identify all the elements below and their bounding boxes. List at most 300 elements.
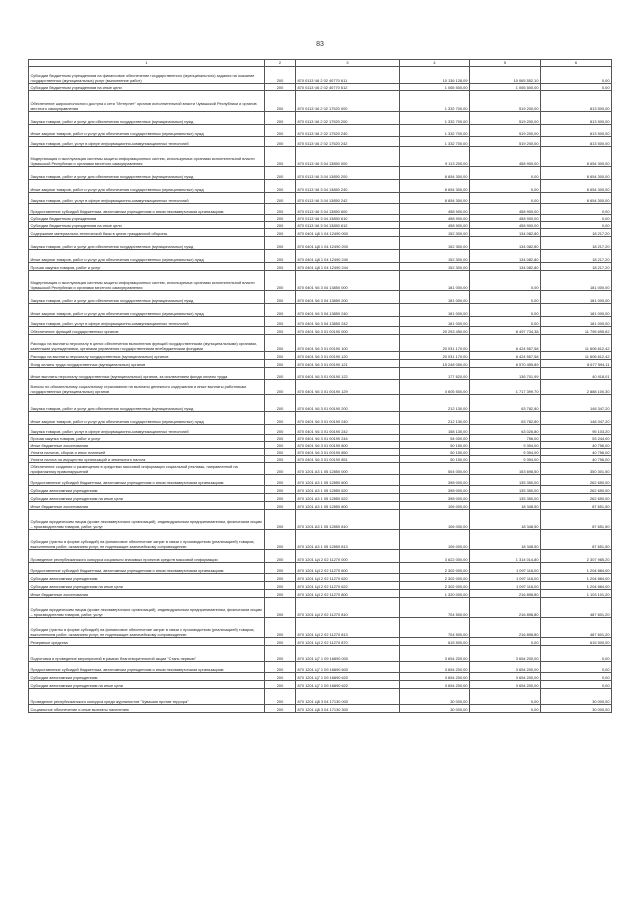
row-executed-amount: 134 082,80 [470, 237, 541, 250]
row-unexecuted-amount: 53 244,00 [541, 435, 612, 442]
row-approved-amount: 106 000,00 [400, 510, 470, 530]
row-unexecuted-amount: 813 500,00 [541, 125, 612, 137]
row-budget-code: 870 0401 Ч6 3 01 00190 122 [296, 368, 400, 380]
row-approved-amount: 9 113 200,00 [400, 147, 470, 167]
row-executed-amount: 3 654 200,00 [470, 662, 541, 673]
row-description: Прочая закупка товаров, работ и услуг [29, 435, 265, 442]
row-approved-amount: 458 900,00 [400, 204, 470, 215]
row-description: Закупка товаров, работ и услуг для обеспечения государственных (муниципальных) нужд [29, 167, 265, 180]
row-executed-amount: 6 570 455,89 [470, 360, 541, 368]
row-description: Субсидии бюджетным учреждениям на финансовое обеспечение государственного (муниципального) задания на оказание государственных (муниципальных) услуг (выполнение работ) [29, 67, 265, 84]
row-budget-code: 870 0113 Ч6 3 04 13850 000 [296, 147, 400, 167]
row-unexecuted-amount: 148 347,20 [541, 395, 612, 412]
row-unexecuted-amount: 487 601,20 [541, 618, 612, 638]
row-budget-code: 870 1201 Ц7 1 09 16890 600 [296, 662, 400, 673]
row-budget-code: 870 1201 А3 1 05 12850 800 [296, 502, 400, 510]
row-budget-code: 870 0401 Ц8 1 04 12490 240 [296, 250, 400, 263]
table-row [29, 646, 612, 662]
row-unexecuted-amount: 11 795 695,62 [541, 327, 612, 335]
table-row [29, 180, 612, 193]
row-admin-code: 200 [265, 317, 296, 327]
row-admin-code: 200 [265, 204, 296, 215]
row-executed-amount: 9 394,00 [470, 449, 541, 456]
row-executed-amount: 1 314 014,80 [470, 550, 541, 563]
row-executed-amount: 519 200,00 [470, 125, 541, 137]
table-row [29, 317, 612, 327]
row-description: Проведение республиканского конкурса социально значимых проектов средств массовой информации [29, 550, 265, 563]
table-row [29, 598, 612, 618]
table-row [29, 271, 612, 291]
row-unexecuted-amount: 1 204 884,00 [541, 582, 612, 590]
row-unexecuted-amount: 262 650,00 [541, 475, 612, 486]
row-budget-code: 870 0113 Ч6 2 02 40770 612 [296, 84, 400, 91]
row-admin-code: 200 [265, 681, 296, 689]
row-budget-code: 870 1201 А3 1 05 12850 813 [296, 530, 400, 550]
row-admin-code: 200 [265, 456, 296, 463]
row-budget-code: 870 0401 Ч6 3 01 00190 800 [296, 442, 400, 449]
row-executed-amount: 153 698,50 [470, 463, 541, 475]
row-description: Обеспечение создания и размещения в средствах массовой информации социальной рекламы, направленной на профилактику правонарушений [29, 463, 265, 475]
row-budget-code: 870 1201 Ц4 2 02 11270 000 [296, 550, 400, 563]
row-unexecuted-amount: 1 103 101,20 [541, 590, 612, 598]
row-description: Иные закупки товаров, работ и услуг для обеспечения государственных (муниципальных) нужд [29, 412, 265, 425]
row-approved-amount: 8 654 300,00 [400, 193, 470, 204]
row-approved-amount: 30 000,00 [400, 689, 470, 705]
row-budget-code: 870 0401 Ч6 3 04 13850 240 [296, 304, 400, 317]
row-executed-amount: 18 348,50 [470, 530, 541, 550]
table-row [29, 582, 612, 590]
row-approved-amount: 704 500,00 [400, 598, 470, 618]
row-approved-amount: 20 031 170,00 [400, 352, 470, 360]
table-row [29, 530, 612, 550]
table-row [29, 112, 612, 125]
table-row [29, 395, 612, 412]
row-approved-amount: 212 130,00 [400, 395, 470, 412]
row-executed-amount: 3 654 200,00 [470, 673, 541, 681]
row-approved-amount: 181 000,00 [400, 304, 470, 317]
row-description: Субсидии автономным учреждениям [29, 673, 265, 681]
row-admin-code: 200 [265, 638, 296, 646]
row-approved-amount: 1 065 500,00 [400, 84, 470, 91]
table-row [29, 475, 612, 486]
table-row [29, 222, 612, 229]
row-approved-amount: 181 000,00 [400, 271, 470, 291]
row-executed-amount: 134 082,80 [470, 250, 541, 263]
row-unexecuted-amount: 0,00 [541, 222, 612, 229]
row-budget-code: 870 0401 Ч6 3 01 00190 129 [296, 380, 400, 395]
row-admin-code: 200 [265, 486, 296, 494]
row-approved-amount: 2 302 000,00 [400, 582, 470, 590]
row-executed-amount: 519 200,00 [470, 112, 541, 125]
row-unexecuted-amount: 8 654 300,00 [541, 147, 612, 167]
row-executed-amount: 3 654 200,00 [470, 681, 541, 689]
table-body [29, 67, 612, 713]
row-admin-code: 200 [265, 137, 296, 147]
row-description: Обеспечение функций государственных органов [29, 327, 265, 335]
row-admin-code: 200 [265, 291, 296, 304]
row-executed-amount: 0,00 [470, 304, 541, 317]
row-description: Субсидии бюджетным учреждениям на иные цели [29, 84, 265, 91]
row-admin-code: 200 [265, 167, 296, 180]
row-description: Закупка товаров, работ, услуг в сфере информационно-коммуникационных технологий [29, 317, 265, 327]
row-unexecuted-amount: 181 000,00 [541, 291, 612, 304]
table-row [29, 147, 612, 167]
row-description: Расходы на выплаты персоналу в целях обеспечения выполнения функций государственными (муниципальными) органами, казенными учреждениями, органами управления государственными внебюджетными фондами [29, 335, 265, 352]
row-approved-amount: 1 332 700,00 [400, 91, 470, 112]
table-row [29, 681, 612, 689]
table-row [29, 486, 612, 494]
table-row [29, 550, 612, 563]
row-budget-code: 870 1201 Ц7 1 09 16890 000 [296, 646, 400, 662]
row-unexecuted-amount: 18 217,20 [541, 237, 612, 250]
page-number: 83 [316, 41, 324, 48]
row-unexecuted-amount: 615 500,00 [541, 638, 612, 646]
row-budget-code: 870 0401 Ч6 3 01 00190 244 [296, 435, 400, 442]
row-budget-code: 870 0113 Ч6 2 02 17520 000 [296, 91, 400, 112]
row-unexecuted-amount: 40 918,01 [541, 368, 612, 380]
row-description: Субсидии (гранты в форме субсидий) на финансовое обеспечение затрат в связи с производством (реализацией) товаров, выполнением работ, оказанием услуг, не подлежащие казначейскому сопровождению [29, 530, 265, 550]
row-budget-code: 870 0401 Ц8 1 04 12490 200 [296, 237, 400, 250]
row-unexecuted-amount: 30 000,00 [541, 705, 612, 713]
row-executed-amount: 134 082,80 [470, 263, 541, 271]
row-admin-code: 200 [265, 502, 296, 510]
row-unexecuted-amount: 8 677 594,11 [541, 360, 612, 368]
row-admin-code: 200 [265, 237, 296, 250]
row-admin-code: 200 [265, 689, 296, 705]
row-approved-amount: 152 300,00 [400, 263, 470, 271]
row-admin-code: 200 [265, 494, 296, 502]
row-unexecuted-amount: 87 651,50 [541, 530, 612, 550]
row-executed-amount: 63 782,80 [470, 412, 541, 425]
row-budget-code: 870 0401 Ч6 3 04 13850 000 [296, 271, 400, 291]
row-budget-code: 870 0113 Ч6 3 04 13850 240 [296, 180, 400, 193]
row-executed-amount: 63 026,80 [470, 425, 541, 435]
row-executed-amount: 0,00 [470, 291, 541, 304]
row-approved-amount: 1 332 700,00 [400, 125, 470, 137]
table-row [29, 638, 612, 646]
row-admin-code: 200 [265, 412, 296, 425]
row-unexecuted-amount: 18 217,20 [541, 250, 612, 263]
row-description: Прочая закупка товаров, работ и услуг [29, 263, 265, 271]
row-approved-amount: 458 900,00 [400, 222, 470, 229]
row-executed-amount: 8 497 734,38 [470, 327, 541, 335]
table-row [29, 193, 612, 204]
row-admin-code: 200 [265, 125, 296, 137]
table-row [29, 380, 612, 395]
row-budget-code: 870 0401 Ч6 3 01 00190 100 [296, 335, 400, 352]
row-budget-code: 870 0113 Ч6 2 02 17520 200 [296, 112, 400, 125]
row-admin-code: 200 [265, 67, 296, 84]
row-description: Обеспечение широкополосного доступа к сети "Интернет" органов исполнительной власти Чувашской Республики и органов местного самоуправления [29, 91, 265, 112]
row-approved-amount: 2 302 000,00 [400, 563, 470, 574]
row-unexecuted-amount: 813 500,00 [541, 137, 612, 147]
row-approved-amount: 158 130,00 [400, 425, 470, 435]
row-unexecuted-amount: 30 000,00 [541, 689, 612, 705]
row-budget-code: 870 0113 Ч6 3 04 13850 242 [296, 193, 400, 204]
table-row [29, 425, 612, 435]
row-executed-amount: 216 898,80 [470, 590, 541, 598]
row-approved-amount: 212 130,00 [400, 412, 470, 425]
row-approved-amount: 10 136 128,09 [400, 67, 470, 84]
row-admin-code: 200 [265, 574, 296, 582]
row-description: Субсидии автономным учреждениям [29, 486, 265, 494]
row-unexecuted-amount: 8 654 300,00 [541, 193, 612, 204]
table-row [29, 618, 612, 638]
row-unexecuted-amount: 8 654 300,00 [541, 167, 612, 180]
table-row [29, 590, 612, 598]
row-description: Фонд оплаты труда государственных (муниципальных) органов [29, 360, 265, 368]
row-budget-code: 870 0401 Ч6 3 01 00190 000 [296, 327, 400, 335]
row-executed-amount: 63 782,80 [470, 395, 541, 412]
row-admin-code: 200 [265, 425, 296, 435]
row-approved-amount: 177 620,00 [400, 368, 470, 380]
row-admin-code: 200 [265, 84, 296, 91]
row-budget-code: 870 0113 Ч6 3 04 13850 200 [296, 167, 400, 180]
row-unexecuted-amount: 0,00 [541, 673, 612, 681]
row-budget-code: 870 1201 А3 1 05 12850 600 [296, 475, 400, 486]
row-description: Закупка товаров, работ, услуг в сфере информационно-коммуникационных технологий [29, 425, 265, 435]
row-executed-amount: 134 082,80 [470, 229, 541, 237]
row-budget-code: 870 0401 Ч6 3 04 13850 200 [296, 291, 400, 304]
row-approved-amount: 1 332 700,00 [400, 112, 470, 125]
row-unexecuted-amount: 40 756,00 [541, 442, 612, 449]
row-executed-amount: 458 900,00 [470, 215, 541, 222]
row-approved-amount: 1 332 700,00 [400, 137, 470, 147]
row-description: Субсидии автономным учреждениям на иные цели [29, 681, 265, 689]
row-admin-code: 200 [265, 335, 296, 352]
row-unexecuted-amount: 2 307 985,20 [541, 550, 612, 563]
table-row [29, 167, 612, 180]
row-approved-amount: 3 654 200,00 [400, 646, 470, 662]
table-row [29, 502, 612, 510]
row-budget-code: 870 0113 Ч6 2 02 17520 242 [296, 137, 400, 147]
row-executed-amount: 519 200,00 [470, 91, 541, 112]
row-executed-amount: 458 900,00 [470, 222, 541, 229]
row-unexecuted-amount: 813 500,00 [541, 112, 612, 125]
row-description: Субсидии автономным учреждениям на иные цели [29, 494, 265, 502]
row-executed-amount: 0,00 [470, 317, 541, 327]
row-description: Субсидии бюджетным учреждениям [29, 215, 265, 222]
row-executed-amount: 0,00 [470, 689, 541, 705]
row-budget-code: 870 0401 Ч6 3 01 00190 851 [296, 456, 400, 463]
row-budget-code: 870 0401 Ч6 3 01 00190 121 [296, 360, 400, 368]
row-unexecuted-amount: 0,00 [541, 646, 612, 662]
row-unexecuted-amount: 350 301,50 [541, 463, 612, 475]
table-row [29, 360, 612, 368]
row-approved-amount: 8 654 300,00 [400, 180, 470, 193]
row-unexecuted-amount: 11 606 612,42 [541, 352, 612, 360]
row-approved-amount: 20 293 450,00 [400, 327, 470, 335]
row-budget-code: 870 1201 А3 1 05 12850 810 [296, 510, 400, 530]
row-unexecuted-amount: 0,00 [541, 84, 612, 91]
row-budget-code: 870 1201 Ц8 3 04 17130 300 [296, 705, 400, 713]
row-approved-amount: 152 300,00 [400, 229, 470, 237]
row-description: Предоставление субсидий бюджетным, автономным учреждениям и иным некоммерческим организациям [29, 204, 265, 215]
row-executed-amount: 18 348,50 [470, 510, 541, 530]
row-approved-amount: 3 622 000,00 [400, 550, 470, 563]
table-row [29, 352, 612, 360]
row-unexecuted-amount: 487 601,20 [541, 598, 612, 618]
row-unexecuted-amount: 148 347,20 [541, 412, 612, 425]
row-admin-code: 200 [265, 705, 296, 713]
row-approved-amount: 106 000,00 [400, 502, 470, 510]
table-row [29, 335, 612, 352]
row-unexecuted-amount: 0,00 [541, 204, 612, 215]
row-executed-amount: 1 065 500,00 [470, 84, 541, 91]
column-header: 6 [541, 60, 612, 67]
row-admin-code: 200 [265, 380, 296, 395]
row-executed-amount: 756,00 [470, 435, 541, 442]
row-approved-amount: 54 000,00 [400, 435, 470, 442]
row-admin-code: 200 [265, 360, 296, 368]
row-approved-amount: 398 000,00 [400, 494, 470, 502]
row-admin-code: 200 [265, 618, 296, 638]
row-executed-amount: 1 717 399,70 [470, 380, 541, 395]
row-executed-amount: 8 424 557,58 [470, 335, 541, 352]
row-description: Взносы по обязательному социальному страхованию на выплаты денежного содержания и иные выплаты работникам государственных (муниципальных) органов [29, 380, 265, 395]
row-admin-code: 200 [265, 598, 296, 618]
row-admin-code: 200 [265, 442, 296, 449]
row-unexecuted-amount: 0,00 [541, 67, 612, 84]
table-row [29, 574, 612, 582]
row-budget-code: 870 1201 Ц4 2 02 11270 622 [296, 582, 400, 590]
row-admin-code: 200 [265, 304, 296, 317]
row-budget-code: 870 1201 А3 1 05 12850 620 [296, 486, 400, 494]
row-description: Социальное обеспечение и иные выплаты населению [29, 705, 265, 713]
row-admin-code: 200 [265, 327, 296, 335]
row-budget-code: 870 0113 Ч6 3 04 13850 610 [296, 215, 400, 222]
row-description: Уплата налогов, сборов и иных платежей [29, 449, 265, 456]
table-row [29, 494, 612, 502]
row-admin-code: 200 [265, 510, 296, 530]
row-executed-amount: 9 394,00 [470, 456, 541, 463]
row-unexecuted-amount: 11 606 612,42 [541, 335, 612, 352]
column-header: 2 [265, 60, 296, 67]
row-approved-amount: 458 900,00 [400, 215, 470, 222]
row-budget-code: 870 1201 Ц4 2 02 11270 810 [296, 598, 400, 618]
row-description: Модернизация и эксплуатация системы защиты информационных систем, используемых органами исполнительной власти Чувашской Республики и органами местного самоуправления [29, 147, 265, 167]
row-approved-amount: 15 248 050,00 [400, 360, 470, 368]
row-executed-amount: 0,00 [470, 193, 541, 204]
budget-execution-table [28, 59, 612, 713]
row-unexecuted-amount: 40 756,00 [541, 456, 612, 463]
row-approved-amount: 3 654 200,00 [400, 673, 470, 681]
row-executed-amount: 216 898,80 [470, 618, 541, 638]
row-budget-code: 870 1201 А3 1 05 12850 622 [296, 494, 400, 502]
row-description: Субсидии юридическим лицам (кроме некоммерческих организаций), индивидуальным предпринимателям, физическим лицам – производителям товаров, работ, услуг [29, 598, 265, 618]
row-admin-code: 200 [265, 463, 296, 475]
table-row [29, 368, 612, 380]
row-approved-amount: 181 000,00 [400, 317, 470, 327]
row-budget-code: 870 0401 Ч6 3 01 00190 200 [296, 395, 400, 412]
row-approved-amount: 20 031 170,00 [400, 335, 470, 352]
row-admin-code: 200 [265, 646, 296, 662]
row-description: Субсидии юридическим лицам (кроме некоммерческих организаций), индивидуальным предпринимателям, физическим лицам – производителям товаров, работ, услуг [29, 510, 265, 530]
row-approved-amount: 704 500,00 [400, 618, 470, 638]
row-unexecuted-amount: 0,00 [541, 215, 612, 222]
row-executed-amount: 1 097 116,00 [470, 582, 541, 590]
column-header: 4 [400, 60, 470, 67]
row-description: Закупка товаров, работ, услуг в сфере информационно-коммуникационных технологий [29, 193, 265, 204]
row-budget-code: 870 0401 Ч6 3 01 00190 240 [296, 412, 400, 425]
row-budget-code: 870 1201 Ц8 3 04 17130 000 [296, 689, 400, 705]
row-approved-amount: 181 000,00 [400, 291, 470, 304]
row-admin-code: 200 [265, 263, 296, 271]
row-executed-amount: 10 065 552,10 [470, 67, 541, 84]
row-budget-code: 870 1201 Ц4 2 02 11270 870 [296, 638, 400, 646]
row-description: Проведение республиканского конкурса среди журналистов "Чувашия против террора" [29, 689, 265, 705]
row-description: Закупка товаров, работ и услуг для обеспечения государственных (муниципальных) нужд [29, 112, 265, 125]
row-unexecuted-amount: 87 651,50 [541, 510, 612, 530]
row-unexecuted-amount: 181 000,00 [541, 317, 612, 327]
row-approved-amount: 398 000,00 [400, 486, 470, 494]
row-unexecuted-amount: 181 000,00 [541, 304, 612, 317]
row-description: Иные бюджетные ассигнования [29, 502, 265, 510]
table-row [29, 662, 612, 673]
table-row [29, 673, 612, 681]
row-admin-code: 200 [265, 352, 296, 360]
row-executed-amount: 216 898,80 [470, 598, 541, 618]
row-unexecuted-amount: 87 651,50 [541, 502, 612, 510]
table-row [29, 449, 612, 456]
table-row [29, 250, 612, 263]
row-budget-code: 870 0401 Ч6 3 04 13850 242 [296, 317, 400, 327]
row-admin-code: 200 [265, 590, 296, 598]
table-row [29, 291, 612, 304]
row-admin-code: 200 [265, 368, 296, 380]
row-approved-amount: 2 302 000,00 [400, 574, 470, 582]
row-admin-code: 200 [265, 180, 296, 193]
row-admin-code: 200 [265, 112, 296, 125]
table-row [29, 91, 612, 112]
row-executed-amount: 458 900,00 [470, 147, 541, 167]
row-description: Уплата налога на имущество организаций и земельного налога [29, 456, 265, 463]
row-budget-code: 870 1201 Ц4 2 02 11270 813 [296, 618, 400, 638]
row-budget-code: 870 1201 Ц4 2 02 11270 600 [296, 563, 400, 574]
row-approved-amount: 50 150,00 [400, 456, 470, 463]
row-budget-code: 870 0401 Ч6 3 01 00190 120 [296, 352, 400, 360]
row-description: Иные закупки товаров, работ и услуг для обеспечения государственных (муниципальных) нужд [29, 304, 265, 317]
row-unexecuted-amount: 95 103,20 [541, 425, 612, 435]
row-approved-amount: 615 500,00 [400, 638, 470, 646]
table-header-row [29, 60, 612, 67]
row-admin-code: 200 [265, 271, 296, 291]
row-unexecuted-amount: 18 217,20 [541, 229, 612, 237]
row-admin-code: 200 [265, 662, 296, 673]
row-admin-code: 200 [265, 250, 296, 263]
row-executed-amount: 8 424 557,58 [470, 352, 541, 360]
row-budget-code: 870 1201 Ц4 2 02 11270 620 [296, 574, 400, 582]
row-executed-amount: 136 701,99 [470, 368, 541, 380]
row-approved-amount: 504 000,00 [400, 463, 470, 475]
table-row [29, 215, 612, 222]
table-row [29, 204, 612, 215]
row-executed-amount: 135 350,00 [470, 475, 541, 486]
row-description: Иные бюджетные ассигнования [29, 442, 265, 449]
table-row [29, 304, 612, 317]
row-executed-amount: 0,00 [470, 167, 541, 180]
table-row [29, 689, 612, 705]
row-unexecuted-amount: 813 500,00 [541, 91, 612, 112]
table-row [29, 705, 612, 713]
row-description: Субсидии автономным учреждениям [29, 574, 265, 582]
row-description: Модернизация и эксплуатация системы защиты информационных систем, используемых органами исполнительной власти Чувашской Республики и органами местного самоуправления [29, 271, 265, 291]
row-description: Предоставление субсидий бюджетным, автономным учреждениям и иным некоммерческим организациям [29, 475, 265, 486]
row-executed-amount: 1 097 116,00 [470, 574, 541, 582]
row-unexecuted-amount: 0,00 [541, 662, 612, 673]
table-row [29, 442, 612, 449]
row-budget-code: 870 0401 Ц8 1 04 12490 244 [296, 263, 400, 271]
